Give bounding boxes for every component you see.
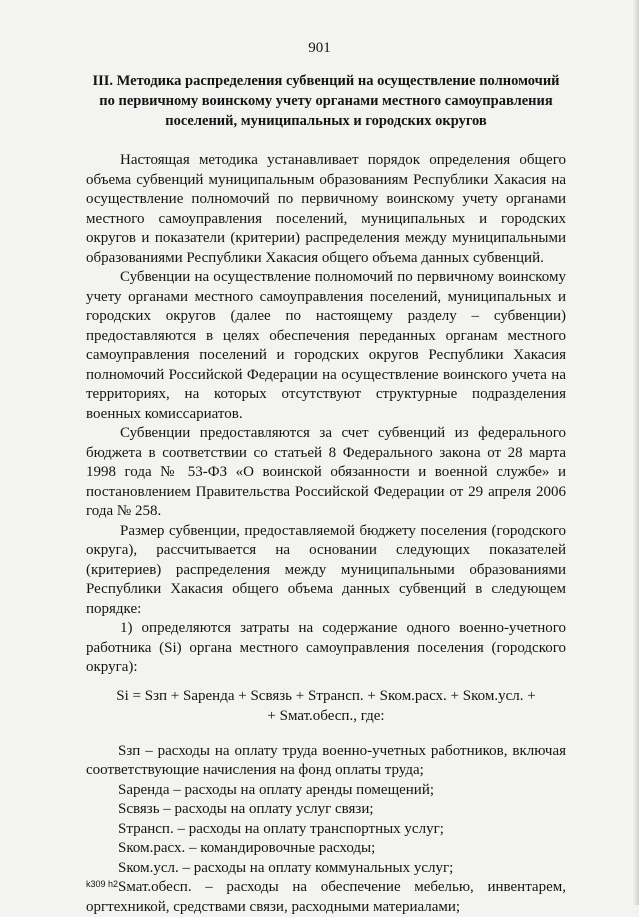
paragraph-subventions-purpose: Субвенции на осуществление полномочий по первичному воинскому учету органами местного самоуправления поселений, муниципальных и городских округов (далее по настоящему разделу – субвенции) предоставляются в целях обеспечения переданных органам местного самоуправления поселений и городских округов Республики Хакасия полномочий Российской Федерации на осуществление воинского учета на территориях, на которых отсутствуют структурные подразделения военных комиссариатов. (86, 269, 566, 422)
heading-line: по первичному воинскому учету органами местного самоуправления (99, 93, 553, 109)
section-heading (92, 71, 560, 131)
document-body (86, 151, 566, 917)
definition-item: Sтрансп. – расходы на оплату транспортных услуг; (118, 820, 444, 837)
heading-line: III. Методика распределения субвенций на осуществление полномочий (92, 73, 560, 89)
footer-code: k309 h2 (86, 879, 119, 889)
paragraph-intro: Настоящая методика устанавливает порядок определения общего объема субвенций муниципальным образованиям Республики Хакасия на осуществление полномочий по первичному воинскому учету органами местного самоуправления поселений, муниципальных и городских округов и показатели (критерии) распределения между муниципальными образованиями Республики Хакасия общего объема данных субвенций. (86, 152, 566, 266)
scan-edge-shadow (633, 0, 639, 905)
formula-line: + Sмат.обесп., где: (267, 707, 385, 724)
definition-item: Sком.усл. – расходы на оплату коммунальных услуг; (118, 859, 454, 876)
page-number: 901 (308, 40, 331, 56)
definition-item: Sзп – расходы на оплату труда военно-учетных работников, включая соответствующие начисления на фонд оплаты труда; (86, 742, 566, 778)
definition-item: Sсвязь – расходы на оплату услуг связи; (118, 801, 374, 817)
definition-item: Sком.расх. – командировочные расходы; (118, 840, 376, 856)
paragraph-subventions-source: Субвенции предоставляются за счет субвенций из федерального бюджета в соответствии со статьей 8 Федерального закона от 28 марта 1998 года № 53-ФЗ «О воинской обязанности и военной службе» и постановлением Правительства Российской Федерации от 29 апреля 2006 года № 258. (86, 425, 566, 519)
definition-item: Sмат.обесп. – расходы на обеспечение мебелью, инвентарем, оргтехникой, средствами связи, расходными материалами; (86, 879, 566, 915)
paragraph-step-1: 1) определяются затраты на содержание одного военно-учетного работника (Si) органа местного самоуправления поселения (городского округа): (86, 620, 566, 675)
definition-item: Sаренда – расходы на оплату аренды помещений; (118, 781, 435, 798)
paragraph-subvention-size: Размер субвенции, предоставляемой бюджету поселения (городского округа), рассчитывается на основании следующих показателей (критериев) распределения между муниципальными образованиями Республики Хакасия общего объема данных субвенций в следующем порядке: (86, 522, 566, 617)
formula-line: Si = Sзп + Sаренда + Sсвязь + Sтрансп. + Sком.расх. + Sком.усл. + (116, 687, 536, 704)
heading-line: поселений, муниципальных и городских округов (165, 113, 487, 129)
cost-formula (86, 686, 566, 726)
